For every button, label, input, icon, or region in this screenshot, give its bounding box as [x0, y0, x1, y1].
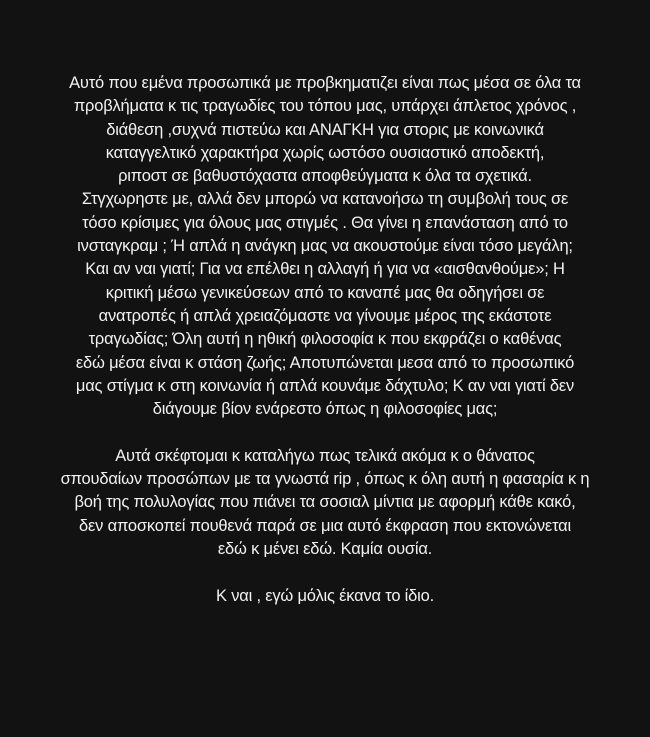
story-paragraph-1: [30, 72, 620, 421]
story-line: καταγγελτικό χαρακτήρα χωρίς ωστόσο ουσιαστικό αποδεκτή,: [105, 143, 545, 162]
story-paragraph-2: [30, 445, 620, 561]
story-line: Αυτό που εμένα προσωπικά με προβκηματιζει είναι πως μέσα σε όλα τα: [69, 74, 581, 92]
story-line: τραγωδίας; Όλη αυτή η ηθική φιλοσοφία κ που εκφράζει ο καθένας: [88, 330, 562, 349]
story-line: διάγουμε βίον ενάρεστο όπως η φιλοσοφίες μας;: [152, 400, 498, 419]
story-paragraph-3: [30, 585, 620, 608]
story-line: βοή της πολυλογίας που πιάνει τα σοσιαλ μίντια με αφορμή κάθε κακό,: [74, 493, 576, 512]
story-line: ανατροπές ή απλά χρειαζόμαστε να γίνουμε μέρος της εκάστοτε: [98, 306, 552, 325]
paragraph-gap: [30, 421, 620, 444]
story-line: εδώ κ μένει εδώ. Καμία ουσία.: [217, 539, 433, 558]
story-line: τόσο κρίσιμες για όλους μας στιγμές . Θα γίνει η επανάσταση από το: [82, 213, 568, 232]
story-line: εδώ μέσα είναι κ στάση ζωής; Αποτυπώνεται μεσα από το προσωπικό: [75, 353, 575, 372]
story-line: Και αν ναι γιατί; Για να επέλθει η αλλαγή ή για να «αισθανθούμε»; Η: [85, 260, 565, 279]
story-line: ριποστ σε βαθυστόχαστα αποφθεύγματα κ όλα τα σχετικά.: [118, 167, 532, 186]
story-line: μας στίγμα κ στη κοινωνία ή απλά κουνάμε δάχτυλο; Κ αν ναι γιατί δεν: [75, 376, 575, 395]
story-line: Κ ναι , εγώ μόλις έκανα το ίδιο.: [216, 586, 434, 605]
story-line: Στγχωρηστε με, αλλά δεν μπορώ να κατανοήσω τη συμβολή τους σε: [81, 190, 569, 209]
story-line: σπουδαίων προσώπων με τα γνωστά rip , όπως κ όλη αυτή η φασαρία κ η: [60, 470, 590, 489]
story-text: [0, 72, 650, 608]
paragraph-gap: [30, 561, 620, 584]
story-line: ινσταγκραμ ; Ή απλά η ανάγκη μας να ακουστούμε είναι τόσο μεγάλη;: [77, 237, 573, 256]
story-line: διάθεση ,συχνά πιστεύω και ΑΝΑΓΚΗ για στορις με κοινωνικά: [106, 120, 544, 139]
story-line: Αυτά σκέφτομαι κ καταλήγω πως τελικά ακόμα κ ο θάνατος: [115, 446, 535, 465]
story-line: προβλήματα κ τις τραγωδίες του τόπου μας, υπάρχει άπλετος χρόνος ,: [73, 97, 577, 116]
story-line: δεν αποσκοπεί πουθενά παρά σε μια αυτό έκφραση που εκτονώνεται: [79, 516, 571, 535]
story-line: κριτική μέσω γενικεύσεων από το καναπέ μας θα οδηγήσει σε: [105, 283, 545, 302]
